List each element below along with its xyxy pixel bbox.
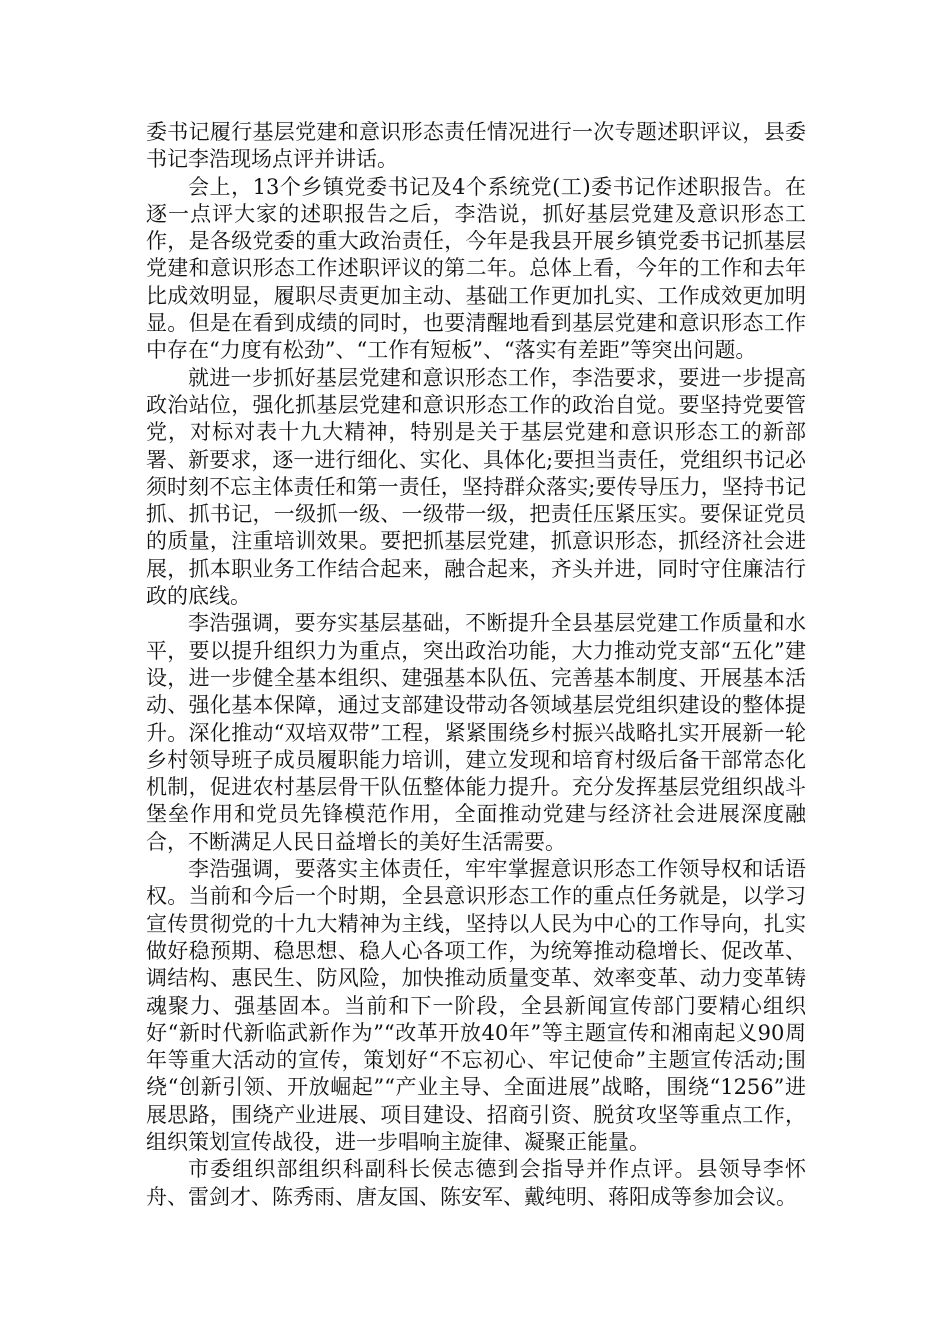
paragraph-6: 市委组织部组织科副科长侯志德到会指导并作点评。县领导李怀舟、雷剑才、陈秀雨、唐友国、陈安军、戴纯明、蒋阳成等参加会议。 [146,1157,806,1209]
paragraph-4: 李浩强调，要夯实基层基础，不断提升全县基层党建工作质量和水平，要以提升组织力为重点，突出政治功能，大力推动党支部“五化”建设，进一步健全基本组织、建强基本队伍、完善基本制度、开展基本活动、强化基本保障，通过支部建设带动各领域基层党组织建设的整体提升。深化推动“双培双带”工程，紧紧围绕乡村振兴战略扎实开展新一轮乡村领导班子成员履职能力培训，建立发现和培育村级后备干部常态化机制，促进农村基层骨干队伍整体能力提升。充分发挥基层党组织战斗堡垒作用和党员先锋模范作用，全面推动党建与经济社会进展深度融合，不断满足人民日益增长的美好生活需要。 [146,611,806,854]
paragraph-3: 就进一步抓好基层党建和意识形态工作，李浩要求，要进一步提高政治站位，强化抓基层党建和意识形态工作的政治自觉。要坚持党要管党，对标对表十九大精神，特别是关于基层党建和意识形态工的新部署、新要求，逐一进行细化、实化、具体化;要担当责任，党组织书记必须时刻不忘主体责任和第一责任，坚持群众落实;要传导压力，坚持书记抓、抓书记，一级抓一级、一级带一级，把责任压紧压实。要保证党员的质量，注重培训效果。要把抓基层党建，抓意识形态，抓经济社会进展，抓本职业务工作结合起来，融合起来，齐头并进，同时守住廉洁行政的底线。 [146,365,806,609]
document-body [146,119,806,1211]
paragraph-2: 会上，13个乡镇党委书记及4个系统党(工)委书记作述职报告。在逐一点评大家的述职报告之后，李浩说，抓好基层党建及意识形态工作，是各级党委的重大政治责任，今年是我县开展乡镇党委书记抓基层党建和意识形态工作述职评议的第二年。总体上看，今年的工作和去年比成效明显，履职尽责更加主动、基础工作更加扎实、工作成效更加明显。但是在看到成绩的同时，也要清醒地看到基层党建和意识形态工作中存在“力度有松劲”、“工作有短板”、“落实有差距”等突出问题。 [146,174,806,363]
paragraph-5: 李浩强调，要落实主体责任，牢牢掌握意识形态工作领导权和话语权。当前和今后一个时期，全县意识形态工作的重点任务就是，以学习宣传贯彻党的十九大精神为主线，坚持以人民为中心的工作导向，扎实做好稳预期、稳思想、稳人心各项工作，为统筹推动稳增长、促改革、调结构、惠民生、防风险，加快推动质量变革、效率变革、动力变革铸魂聚力、强基固本。当前和下一阶段，全县新闻宣传部门要精心组织好“新时代新临武新作为”“改革开放40年”等主题宣传和湘南起义90周年等重大活动的宣传，策划好“不忘初心、牢记使命”主题宣传活动;围绕“创新引领、开放崛起”“产业主导、全面进展”战略，围绕“1256”进展思路，围绕产业进展、项目建设、招商引资、脱贫攻坚等重点工作，组织策划宣传战役，进一步唱响主旋律、凝聚正能量。 [146,857,806,1154]
paragraph-1: 委书记履行基层党建和意识形态责任情况进行一次专题述职评议，县委书记李浩现场点评并讲话。 [146,120,806,172]
